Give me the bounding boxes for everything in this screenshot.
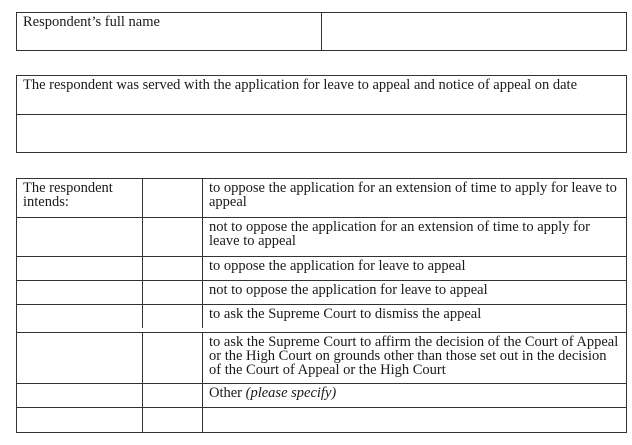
option-text-7 (202, 383, 627, 408)
intends-label: The respondent intends: (23, 180, 113, 210)
respondent-name-label: Respondent’s full name (23, 14, 160, 30)
option-text-5: to ask the Supreme Court to dismiss the appeal (202, 304, 627, 329)
other-hint: (please specify) (245, 385, 337, 401)
option-text-1: to oppose the application for an extension of time to apply for leave to appeal (202, 178, 627, 218)
option-text-2: not to oppose the application for an extension of time to apply for leave to appeal (202, 217, 627, 257)
option-text-3: to oppose the application for leave to appeal (202, 256, 627, 281)
option-left-blank-6 (16, 332, 143, 384)
other-checkbox-blank (142, 407, 203, 433)
respondent-name-label-cell (16, 12, 322, 51)
respondent-name-field[interactable] (321, 12, 627, 51)
option-checkbox-2[interactable] (142, 217, 203, 257)
service-date-label-cell (16, 75, 627, 115)
option-text-4: not to oppose the application for leave to appeal (202, 280, 627, 305)
option-checkbox-7[interactable] (142, 383, 203, 408)
option-text-6: to ask the Supreme Court to affirm the decision of the Court of Appeal or the High Court on grounds other than those set out in the decision of the Court of Appeal or the High Court (202, 332, 627, 384)
service-date-field[interactable] (16, 114, 627, 153)
other-specify-field[interactable] (202, 407, 627, 433)
option-checkbox-6[interactable] (142, 332, 203, 384)
intends-label-cell (16, 178, 143, 218)
option-left-blank-5 (16, 304, 143, 329)
other-label: Other (209, 385, 243, 401)
service-date-label: The respondent was served with the application for leave to appeal and notice of appeal on date (23, 77, 578, 93)
option-checkbox-5[interactable] (142, 304, 203, 329)
option-checkbox-1[interactable] (142, 178, 203, 218)
option-left-blank-4 (16, 280, 143, 305)
option-checkbox-4[interactable] (142, 280, 203, 305)
option-left-blank-2 (16, 217, 143, 257)
other-left-blank (16, 407, 143, 433)
option-checkbox-3[interactable] (142, 256, 203, 281)
option-left-blank-3 (16, 256, 143, 281)
option-left-blank-7 (16, 383, 143, 408)
